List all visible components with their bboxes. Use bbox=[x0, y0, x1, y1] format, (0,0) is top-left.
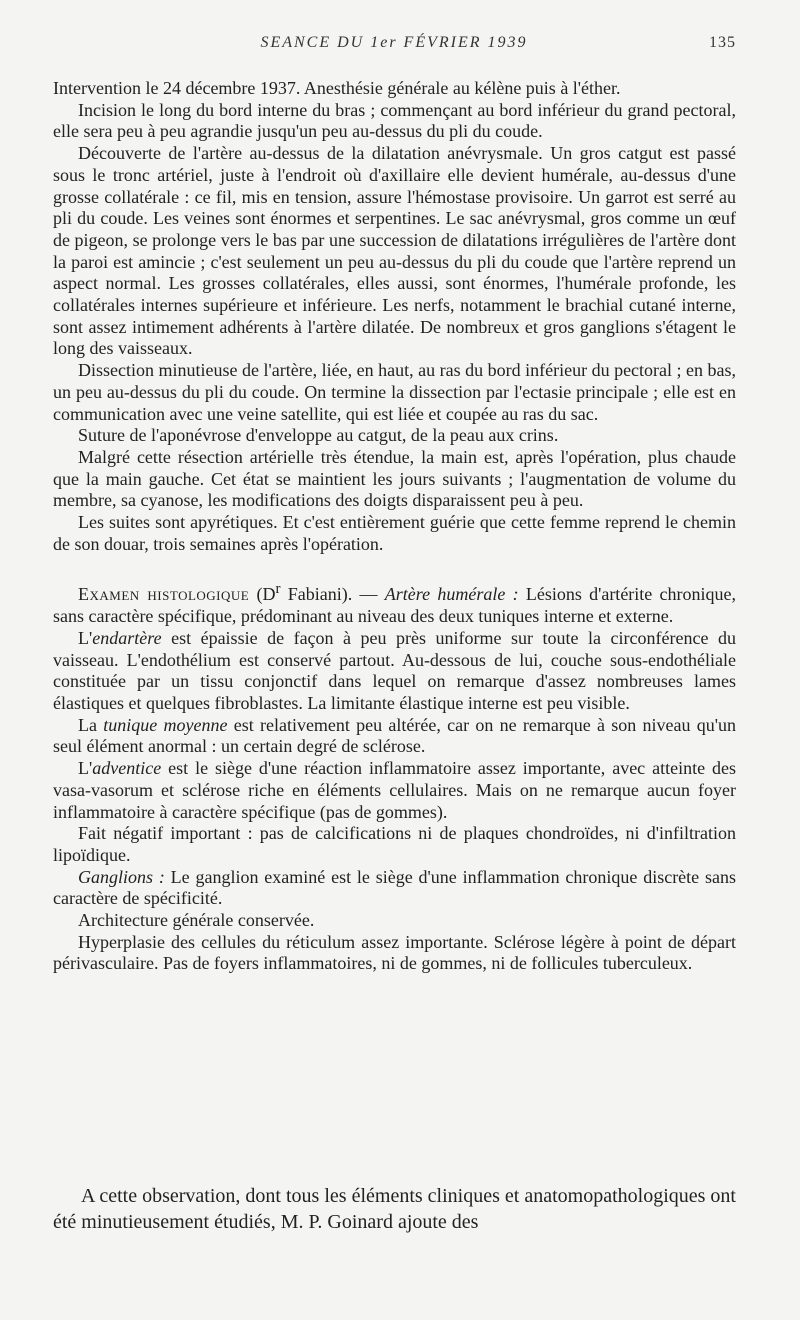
paragraph-intervention: Intervention le 24 décembre 1937. Anesthésie générale au kélène puis à l'éther. bbox=[53, 78, 621, 98]
paragraph-tunique-moyenne: La tunique moyenne est relativement peu altérée, car on ne remarque à son niveau qu'un seul élément anormal : un certain degré de sclérose. bbox=[53, 714, 737, 757]
paragraph-suture: Suture de l'aponévrose d'enveloppe au catgut, de la peau aux crins. bbox=[78, 425, 559, 446]
paragraph-decouverte: Découverte de l'artère au-dessus de la dilatation anévrysmale. Un gros catgut est passé sous le tronc artériel, juste à l'endroit où d'axillaire elle devient humérale, au-dessus d'une grosse collatérale : ce fil, mis en tension, assure l'hémostase provisoire. Un garrot est serré au pli du coude. Les veines sont énormes et serpentines. Le sac anévrysmal, gros comme un œuf de pigeon, se prolonge vers le bas par une succession de dilatations irrégulières de l'artère dont la paroi est amincie ; c'est seulement un peu au-dessus du pli du coude que l'artère reprend un aspect normal. Les grosses collatérales, elles aussi, sont énormes, l'humérale profonde, les collatérales internes supérieure et inférieure. Les nerfs, notamment le brachial cutané interne, sont assez intimement adhérents à l'artère dilatée. De nombreux et gros ganglions s'étagent le long des vaisseaux. bbox=[53, 143, 736, 359]
moyenne-label: tunique moyenne bbox=[103, 714, 228, 735]
ganglions-label: Ganglions : bbox=[78, 866, 165, 887]
adventice-label: adventice bbox=[92, 758, 162, 779]
paragraph-adventice: L'adventice est le siège d'une réaction inflammatoire assez importante, avec atteinte des vasa-vasorum et sclérose riche en éléments cellulaires. Mais on ne remarque aucun foyer inflammatoire à caractère spécifique (pas de gommes). bbox=[53, 758, 736, 822]
paragraph-suites: Les suites sont apyrétiques. Et c'est entièrement guérie que cette femme reprend le chemin de son douar, trois semaines après l'opération. bbox=[53, 512, 736, 554]
paragraph-hyperplasie: Hyperplasie des cellules du réticulum assez importante. Sclérose légère à point de départ périvasculaire. Pas de foyers inflammatoires, ni de gommes, ni de follicules tuberculeux. bbox=[53, 931, 736, 974]
paragraph-ganglions: Ganglions : Le ganglion examiné est le siège d'une inflammation chronique discrète sans caractère de spécificité. bbox=[53, 866, 736, 909]
paragraph-architecture: Architecture générale conservée. bbox=[78, 910, 315, 931]
histology-heading: Examen histologique bbox=[78, 584, 250, 605]
paragraph-incision: Incision le long du bord interne du bras ; commençant au bord inférieur du grand pectoral, elle sera peu à peu agrandie jusqu'un peu au-dessus du pli du coude. bbox=[53, 99, 736, 142]
artery-label: Artère humérale : bbox=[384, 584, 519, 605]
body-text bbox=[53, 78, 736, 975]
paragraph-observation: A cette observation, dont tous les éléments cliniques et anatomopathologiques ont été minutieusement étudiés, M. P. Goinard ajoute des bbox=[53, 1185, 736, 1233]
paragraph-histology-intro: Examen histologique ($D^r$ Fabiani). — Artère humérale : Lésions d'artérite chronique, sans caractère spécifique, prédominant au niveau des deux tuniques interne et externe. bbox=[53, 581, 737, 627]
closing-text bbox=[53, 1183, 736, 1235]
running-header bbox=[52, 34, 736, 58]
paragraph-dissection: Dissection minutieuse de l'artère, liée, en haut, au ras du bord inférieur du pectoral ; en bas, un peu au-dessus du pli du coude. On termine la dissection par l'ectasie principale ; elle est en communication avec une veine satellite, qui est liée et coupée au ras du sac. bbox=[53, 360, 737, 424]
header-title: SEANCE DU 1er FÉVRIER 1939 bbox=[260, 34, 528, 51]
paragraph-fait-negatif: Fait négatif important : pas de calcifications ni de plaques chondroïdes, ni d'infiltration lipoïdique. bbox=[53, 823, 736, 865]
page-number: 135 bbox=[709, 34, 736, 51]
paragraph-endartere: L'endartère est épaissie de façon à peu près uniforme sur toute la circonférence du vaisseau. L'endothélium est conservé partout. Au-dessous de lui, couche sous-endothéliale constituée par un tissu conjonctif dans lequel on remarque d'assez nombreuses lames élastiques et quelques fibroblastes. La limitante élastique interne est peu visible. bbox=[53, 627, 736, 713]
paragraph-malgre: Malgré cette résection artérielle très étendue, la main est, après l'opération, plus chaude que la main gauche. Cet état se maintient les jours suivants ; l'augmentation de volume du membre, sa cyanose, les modifications des doigts disparaissent peu à peu. bbox=[53, 446, 736, 511]
endartere-label: endartère bbox=[92, 627, 162, 648]
section-gap bbox=[53, 555, 736, 579]
